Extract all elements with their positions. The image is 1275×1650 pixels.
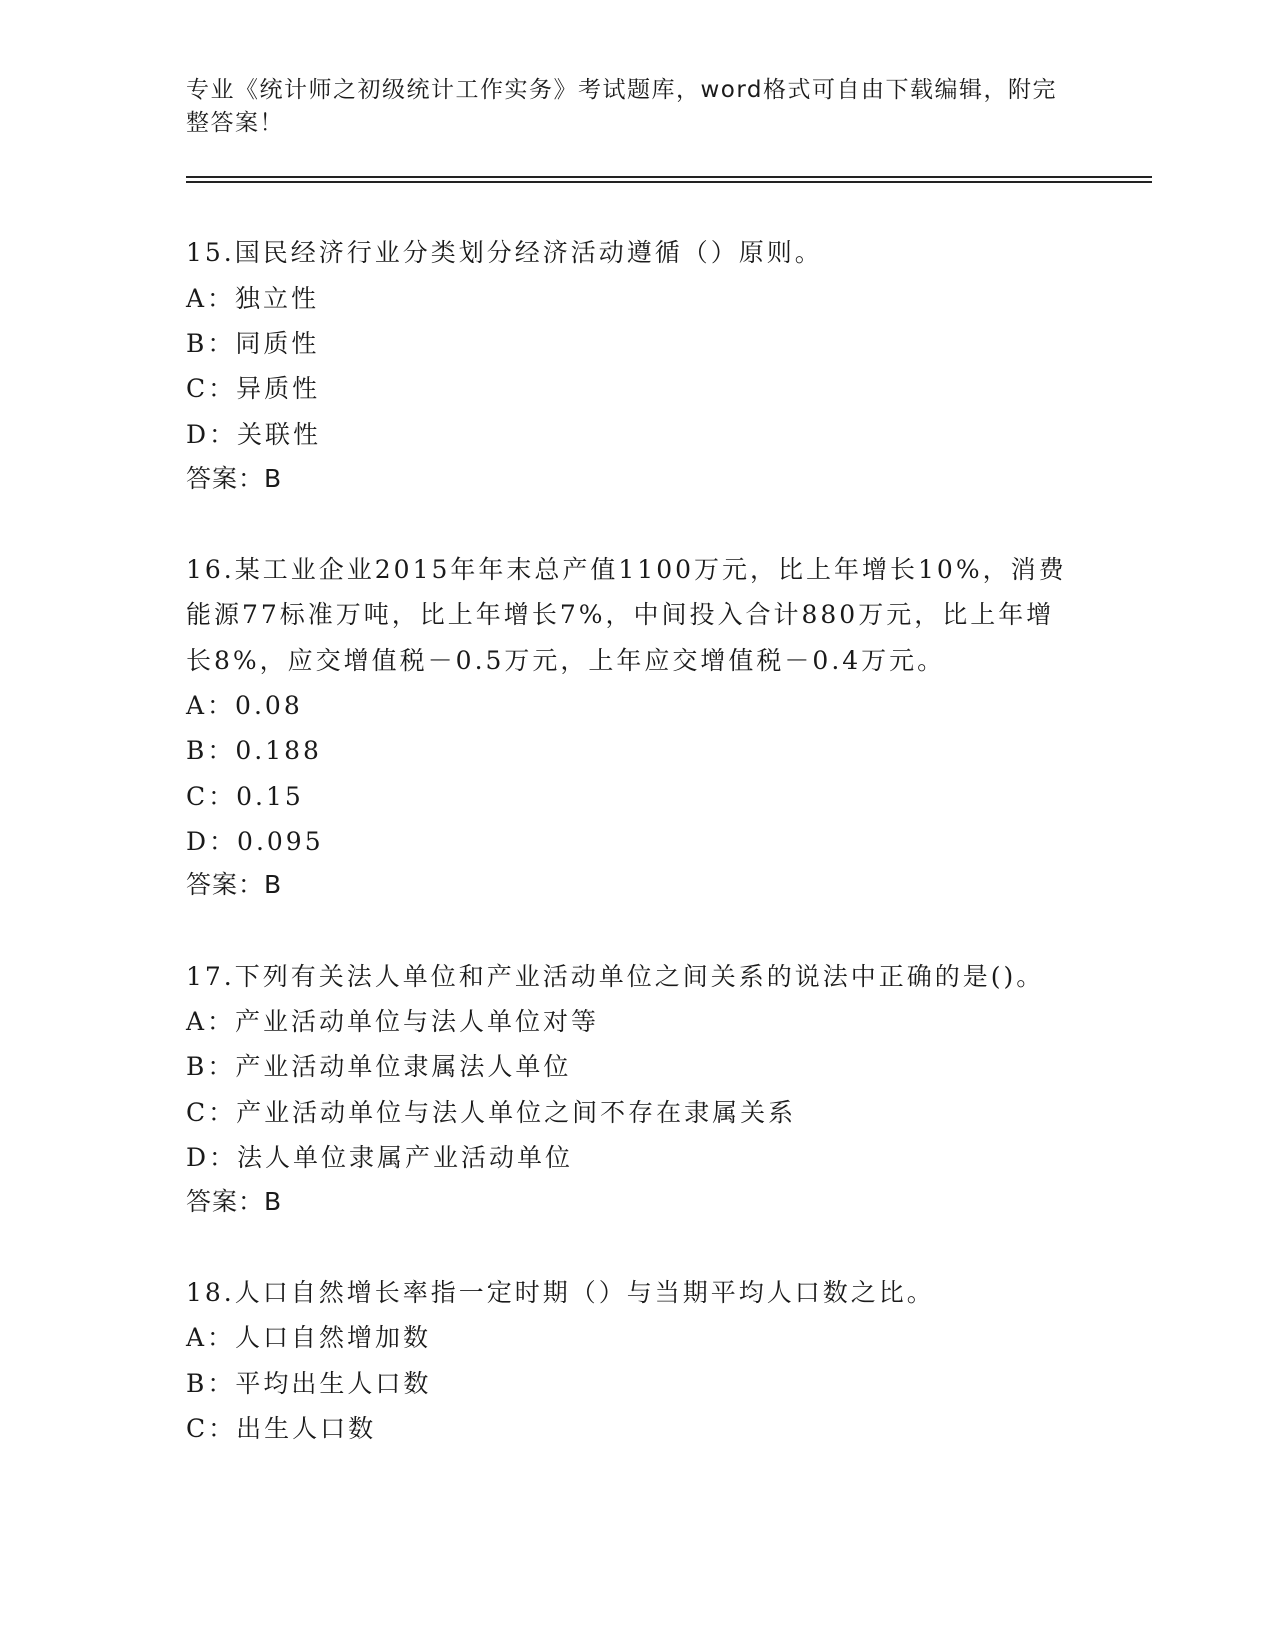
- question-16-option-b: B：0.188: [186, 736, 322, 765]
- question-18-option-b: B：平均出生人口数: [186, 1369, 432, 1398]
- question-15-option-d: D：关联性: [186, 420, 322, 449]
- question-16-stem-line-1: 16.某工业企业2015年年末总产值1100万元，比上年增长10%，消费: [186, 555, 1067, 584]
- header-line-1: 专业《统计师之初级统计工作实务》考试题库，word格式可自由下载编辑，附完: [186, 77, 1058, 103]
- question-18-option-a: A：人口自然增加数: [186, 1323, 432, 1352]
- header-divider-top: [186, 176, 1152, 178]
- question-16-stem-line-3: 长8%，应交增值税－0.5万元，上年应交增值税－0.4万元。: [186, 646, 946, 675]
- question-15-option-b: B：同质性: [186, 329, 320, 358]
- question-17-option-c: C：产业活动单位与法人单位之间不存在隶属关系: [186, 1098, 797, 1127]
- header-divider-bottom: [186, 181, 1152, 183]
- document-header: [186, 74, 1066, 140]
- question-15-option-c: C：异质性: [186, 374, 321, 403]
- question-16-option-d: D：0.095: [186, 827, 324, 856]
- question-15-answer: 答案：B: [186, 464, 283, 493]
- question-15-stem: 15.国民经济行业分类划分经济活动遵循（）原则。: [186, 238, 823, 267]
- question-15-option-a: A：独立性: [186, 284, 320, 313]
- header-line-2: 整答案！: [186, 110, 284, 136]
- question-18-stem: 18.人口自然增长率指一定时期（）与当期平均人口数之比。: [186, 1278, 935, 1307]
- question-16-stem-line-2: 能源77标准万吨，比上年增长7%，中间投入合计880万元，比上年增: [186, 600, 1055, 629]
- question-16-option-c: C：0.15: [186, 782, 304, 811]
- question-16-option-a: A：0.08: [186, 691, 303, 720]
- question-17-option-a: A：产业活动单位与法人单位对等: [186, 1007, 600, 1036]
- question-17-option-b: B：产业活动单位隶属法人单位: [186, 1052, 572, 1081]
- question-17-stem: 17.下列有关法人单位和产业活动单位之间关系的说法中正确的是()。: [186, 962, 1045, 991]
- question-18-option-c: C：出生人口数: [186, 1414, 377, 1443]
- question-17-option-d: D：法人单位隶属产业活动单位: [186, 1143, 574, 1172]
- question-16-answer: 答案：B: [186, 870, 283, 899]
- question-17-answer: 答案：B: [186, 1187, 283, 1216]
